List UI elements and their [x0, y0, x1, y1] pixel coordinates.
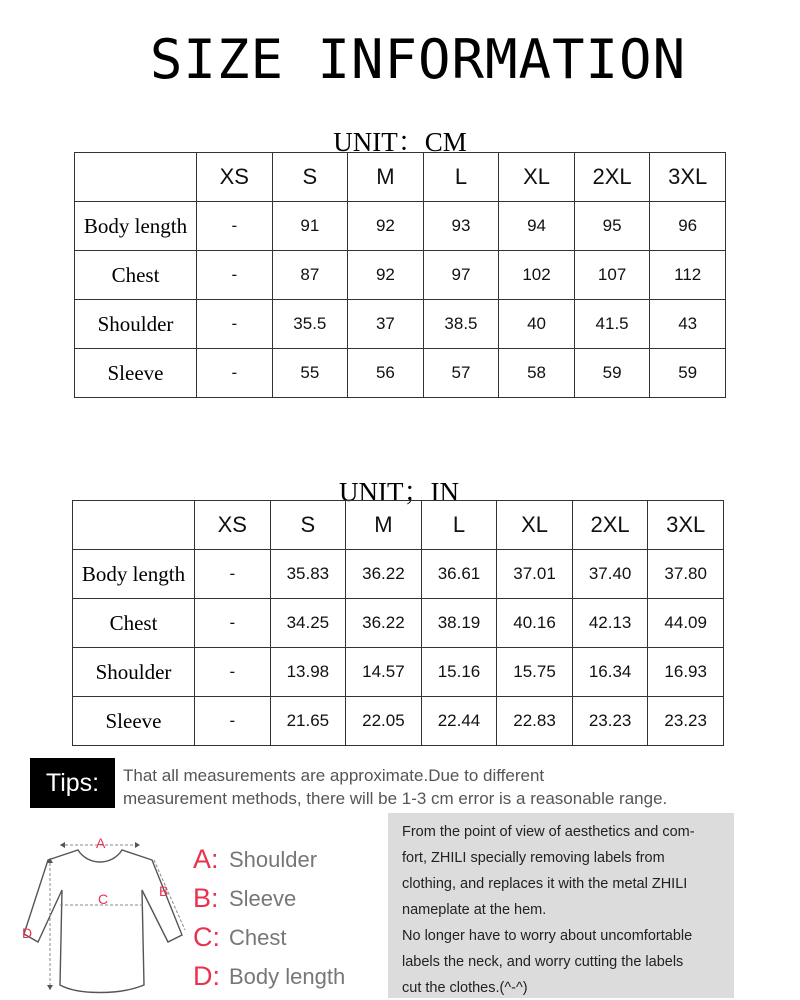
note-line: No longer have to worry about uncomfortable — [402, 928, 693, 944]
size-header: S — [270, 501, 346, 550]
table-cell: 40 — [499, 300, 575, 349]
legend-label: Chest — [229, 924, 287, 950]
diagram-marker-b: B — [159, 883, 169, 899]
legend-item — [193, 918, 345, 957]
table-cell: - — [195, 550, 271, 599]
table-cell: 107 — [574, 251, 650, 300]
table-cell: 38.5 — [423, 300, 499, 349]
tips-badge: Tips: — [30, 758, 115, 808]
table-cell: - — [197, 251, 273, 300]
table-cell: 35.83 — [270, 550, 346, 599]
size-header: 2XL — [572, 501, 648, 550]
tips-line: measurement methods, there will be 1-3 cm error is a reasonable range. — [123, 789, 668, 808]
table-cell: - — [197, 349, 273, 398]
cm-unit-label: UNIT：CM — [333, 127, 467, 157]
diagram-marker-d: D — [22, 925, 33, 941]
row-label: Chest — [75, 251, 197, 300]
table-header-row — [73, 501, 724, 550]
size-header: M — [346, 501, 422, 550]
table-cell: 13.98 — [270, 648, 346, 697]
page-title: SIZE INFORMATION — [149, 28, 687, 91]
long-sleeve-shirt-icon — [20, 830, 190, 995]
table-cell: 92 — [348, 251, 424, 300]
table-cell: 55 — [272, 349, 348, 398]
table-row — [75, 251, 726, 300]
row-label: Shoulder — [73, 648, 195, 697]
header-blank-cell — [75, 153, 197, 202]
table-cell: 44.09 — [648, 599, 724, 648]
size-header: 2XL — [574, 153, 650, 202]
table-cell: 15.75 — [497, 648, 573, 697]
note-line: From the point of view of aesthetics and com- — [402, 824, 695, 840]
table-cell: 56 — [348, 349, 424, 398]
legend-key: A: — [193, 844, 219, 874]
size-header: S — [272, 153, 348, 202]
table-cell: 23.23 — [648, 697, 724, 746]
table-cell: 36.22 — [346, 550, 422, 599]
label-note-box — [388, 813, 734, 998]
diagram-marker-a: A — [96, 835, 106, 851]
table-cell: 59 — [650, 349, 726, 398]
table-cell: 95 — [574, 202, 650, 251]
table-cell: 40.16 — [497, 599, 573, 648]
table-cell: 37.80 — [648, 550, 724, 599]
table-row — [73, 550, 724, 599]
row-label: Chest — [73, 599, 195, 648]
size-header: M — [348, 153, 424, 202]
row-label: Shoulder — [75, 300, 197, 349]
cm-size-table — [74, 152, 726, 398]
table-row — [73, 648, 724, 697]
table-cell: 35.5 — [272, 300, 348, 349]
table-cell: 23.23 — [572, 697, 648, 746]
in-unit-label: UNIT；IN — [339, 477, 459, 507]
table-row — [73, 599, 724, 648]
table-cell: 38.19 — [421, 599, 497, 648]
table-cell: 15.16 — [421, 648, 497, 697]
legend-key: B: — [193, 883, 219, 913]
row-label: Sleeve — [75, 349, 197, 398]
table-cell: 41.5 — [574, 300, 650, 349]
note-line: labels the neck, and worry cutting the labels — [402, 954, 684, 970]
table-cell: 97 — [423, 251, 499, 300]
table-cell: 16.93 — [648, 648, 724, 697]
table-cell: - — [197, 202, 273, 251]
legend-item — [193, 879, 345, 918]
size-header: L — [421, 501, 497, 550]
row-label: Sleeve — [73, 697, 195, 746]
note-line: clothing, and replaces it with the metal ZHILI — [402, 876, 688, 892]
row-label: Body length — [73, 550, 195, 599]
legend-item — [193, 840, 345, 879]
size-header: 3XL — [648, 501, 724, 550]
legend-label: Sleeve — [229, 885, 297, 911]
size-header: XL — [497, 501, 573, 550]
table-cell: 43 — [650, 300, 726, 349]
table-cell: 102 — [499, 251, 575, 300]
tips-text — [123, 764, 783, 810]
note-line: nameplate at the hem. — [402, 902, 547, 918]
table-cell: 36.22 — [346, 599, 422, 648]
legend-key: D: — [193, 961, 220, 991]
tips-line: That all measurements are approximate.Due to different — [123, 766, 545, 785]
table-cell: - — [195, 697, 271, 746]
table-cell: 58 — [499, 349, 575, 398]
row-label: Body length — [75, 202, 197, 251]
table-cell: 22.83 — [497, 697, 573, 746]
table-cell: 21.65 — [270, 697, 346, 746]
size-header: XS — [197, 153, 273, 202]
size-header: XL — [499, 153, 575, 202]
in-size-table — [72, 500, 724, 746]
table-cell: 22.05 — [346, 697, 422, 746]
table-cell: 37 — [348, 300, 424, 349]
note-line: fort, ZHILI specially removing labels from — [402, 850, 665, 866]
table-cell: 22.44 — [421, 697, 497, 746]
legend-label: Shoulder — [229, 846, 318, 872]
table-cell: 92 — [348, 202, 424, 251]
table-cell: 16.34 — [572, 648, 648, 697]
table-row — [73, 697, 724, 746]
table-cell: - — [197, 300, 273, 349]
table-cell: 87 — [272, 251, 348, 300]
legend-label: Body length — [229, 963, 346, 989]
table-cell: 42.13 — [572, 599, 648, 648]
table-cell: 14.57 — [346, 648, 422, 697]
size-header: XS — [195, 501, 271, 550]
table-cell: 94 — [499, 202, 575, 251]
table-row — [75, 349, 726, 398]
table-cell: 91 — [272, 202, 348, 251]
table-cell: 93 — [423, 202, 499, 251]
table-cell: 37.01 — [497, 550, 573, 599]
table-cell: - — [195, 648, 271, 697]
table-cell: 36.61 — [421, 550, 497, 599]
table-cell: 37.40 — [572, 550, 648, 599]
table-row — [75, 202, 726, 251]
table-cell: 112 — [650, 251, 726, 300]
note-line: cut the clothes.(^-^) — [402, 980, 528, 996]
size-header: L — [423, 153, 499, 202]
table-cell: 59 — [574, 349, 650, 398]
table-row — [75, 300, 726, 349]
table-cell: - — [195, 599, 271, 648]
header-blank-cell — [73, 501, 195, 550]
table-header-row — [75, 153, 726, 202]
size-header: 3XL — [650, 153, 726, 202]
table-cell: 57 — [423, 349, 499, 398]
diagram-marker-c: C — [98, 891, 109, 907]
table-cell: 34.25 — [270, 599, 346, 648]
legend-item — [193, 957, 345, 996]
table-cell: 96 — [650, 202, 726, 251]
legend-key: C: — [193, 922, 220, 952]
measurement-legend — [193, 840, 345, 996]
